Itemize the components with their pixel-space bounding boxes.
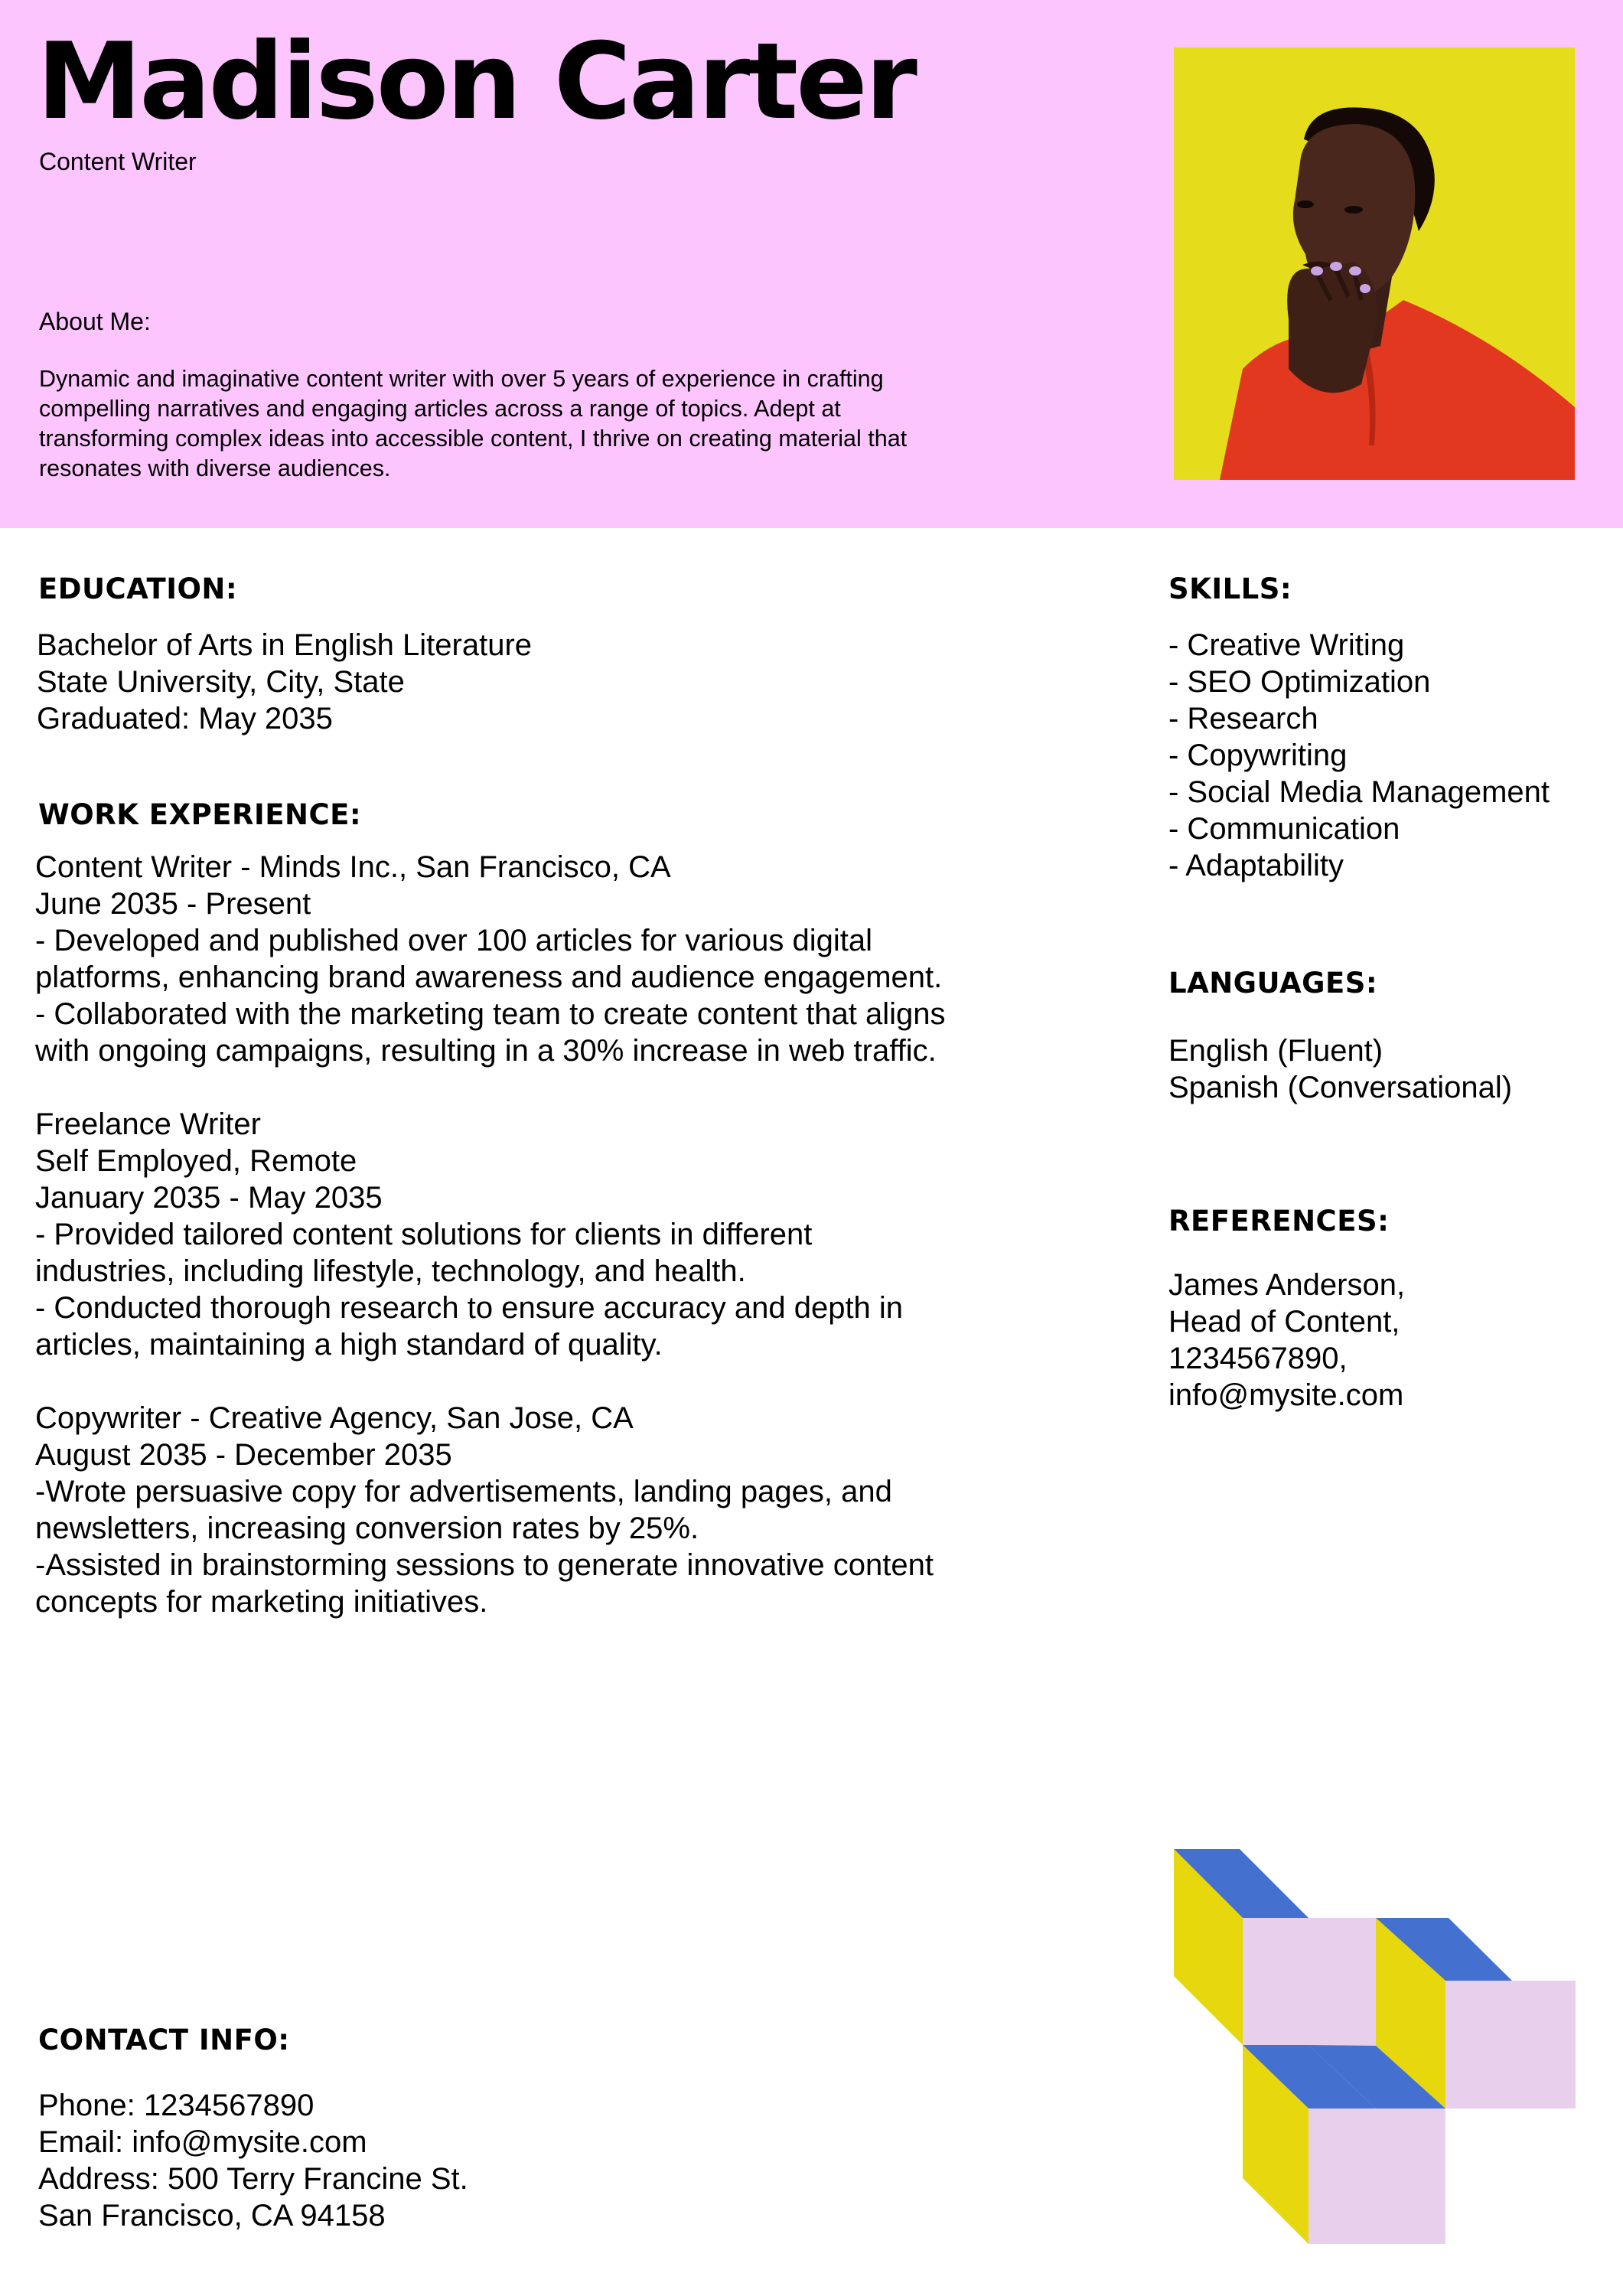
job-entry	[35, 849, 953, 1069]
header-band	[0, 0, 1623, 528]
job-bullet: -Wrote persuasive copy for advertisements, landing pages, and newsletters, increasing conversion rates by 25%.	[35, 1475, 892, 1545]
job-bullet: -Assisted in brainstorming sessions to generate innovative content concepts for marketing initiatives.	[35, 1548, 934, 1619]
languages-list	[1168, 1032, 1512, 1106]
profile-photo	[1174, 47, 1575, 480]
candidate-name: Madison Carter	[37, 20, 915, 143]
about-me-text: Dynamic and imaginative content writer with over 5 years of experience in crafting compelling narratives and engaging articles across a range of topics. Adept at transforming complex ideas into accessible content, I thrive on creating material that resonates with diverse audiences.	[39, 366, 908, 481]
education-graduated: Graduated: May 2035	[37, 702, 333, 735]
job-title-line: Freelance Writer	[35, 1107, 261, 1141]
reference-name: James Anderson,	[1168, 1268, 1406, 1302]
job-bullet: - Developed and published over 100 articles for various digital platforms, enhancing brand awareness and audience engagement.	[35, 924, 943, 994]
work-experience-heading: WORK EXPERIENCE:	[38, 798, 362, 831]
work-experience-list	[35, 849, 953, 1657]
job-bullet: - Collaborated with the marketing team to create content that aligns with ongoing campaigns, resulting in a 30% increase in web traffic.	[35, 997, 946, 1068]
reference-email: info@mysite.com	[1168, 1378, 1404, 1412]
about-me-label: About Me:	[39, 308, 151, 335]
skill-item: - Communication	[1168, 812, 1400, 846]
contact-heading: CONTACT INFO:	[38, 2024, 290, 2056]
contact-details	[38, 2087, 468, 2234]
language-item: English (Fluent)	[1168, 1034, 1383, 1068]
skill-item: - Research	[1168, 702, 1318, 735]
cube-right-face	[1309, 1918, 1376, 2046]
job-bullet: - Conducted thorough research to ensure accuracy and depth in articles, maintaining a high standard of quality.	[35, 1291, 904, 1362]
job-company: Self Employed, Remote	[35, 1144, 357, 1178]
job-title-line: Content Writer - Minds Inc., San Francisco, CA	[35, 850, 671, 884]
reference-phone: 1234567890,	[1168, 1342, 1348, 1375]
skill-item: - Adaptability	[1168, 849, 1344, 882]
reference-role: Head of Content,	[1168, 1305, 1400, 1339]
skill-item: - Copywriting	[1168, 739, 1348, 772]
decorative-cubes-graphic	[1174, 1849, 1576, 2244]
education-degree: Bachelor of Arts in English Literature	[37, 628, 533, 662]
languages-heading: LANGUAGES:	[1168, 967, 1378, 1000]
job-entry	[35, 1400, 953, 1620]
education-details	[37, 627, 532, 737]
contact-phone: Phone: 1234567890	[38, 2089, 314, 2122]
portrait-illustration	[1174, 47, 1575, 480]
skill-item: - Social Media Management	[1168, 775, 1550, 809]
education-school: State University, City, State	[37, 665, 405, 699]
job-dates: August 2035 - December 2035	[35, 1438, 452, 1472]
contact-city: San Francisco, CA 94158	[38, 2199, 386, 2232]
references-heading: REFERENCES:	[1168, 1205, 1390, 1238]
cube-right-face	[1243, 1918, 1309, 2045]
job-title: Content Writer	[39, 148, 197, 175]
contact-address: Address: 500 Terry Francine St.	[38, 2162, 468, 2196]
job-dates: January 2035 - May 2035	[35, 1181, 383, 1215]
language-item: Spanish (Conversational)	[1168, 1071, 1513, 1104]
skills-heading: SKILLS:	[1168, 572, 1292, 605]
contact-email: Email: info@mysite.com	[38, 2125, 367, 2159]
skill-item: - Creative Writing	[1168, 628, 1405, 662]
job-dates: June 2035 - Present	[35, 887, 311, 921]
references-details	[1168, 1267, 1405, 1414]
skill-item: - SEO Optimization	[1168, 665, 1431, 699]
skills-list	[1168, 627, 1550, 884]
job-title-line: Copywriter - Creative Agency, San Jose, CA	[35, 1401, 634, 1435]
job-entry	[35, 1106, 953, 1363]
job-bullet: - Provided tailored content solutions for clients in different industries, including lifestyle, technology, and health.	[35, 1218, 813, 1288]
cube-right-face	[1309, 2108, 1445, 2244]
cube-right-face	[1445, 1981, 1576, 2108]
education-heading: EDUCATION:	[38, 572, 238, 605]
